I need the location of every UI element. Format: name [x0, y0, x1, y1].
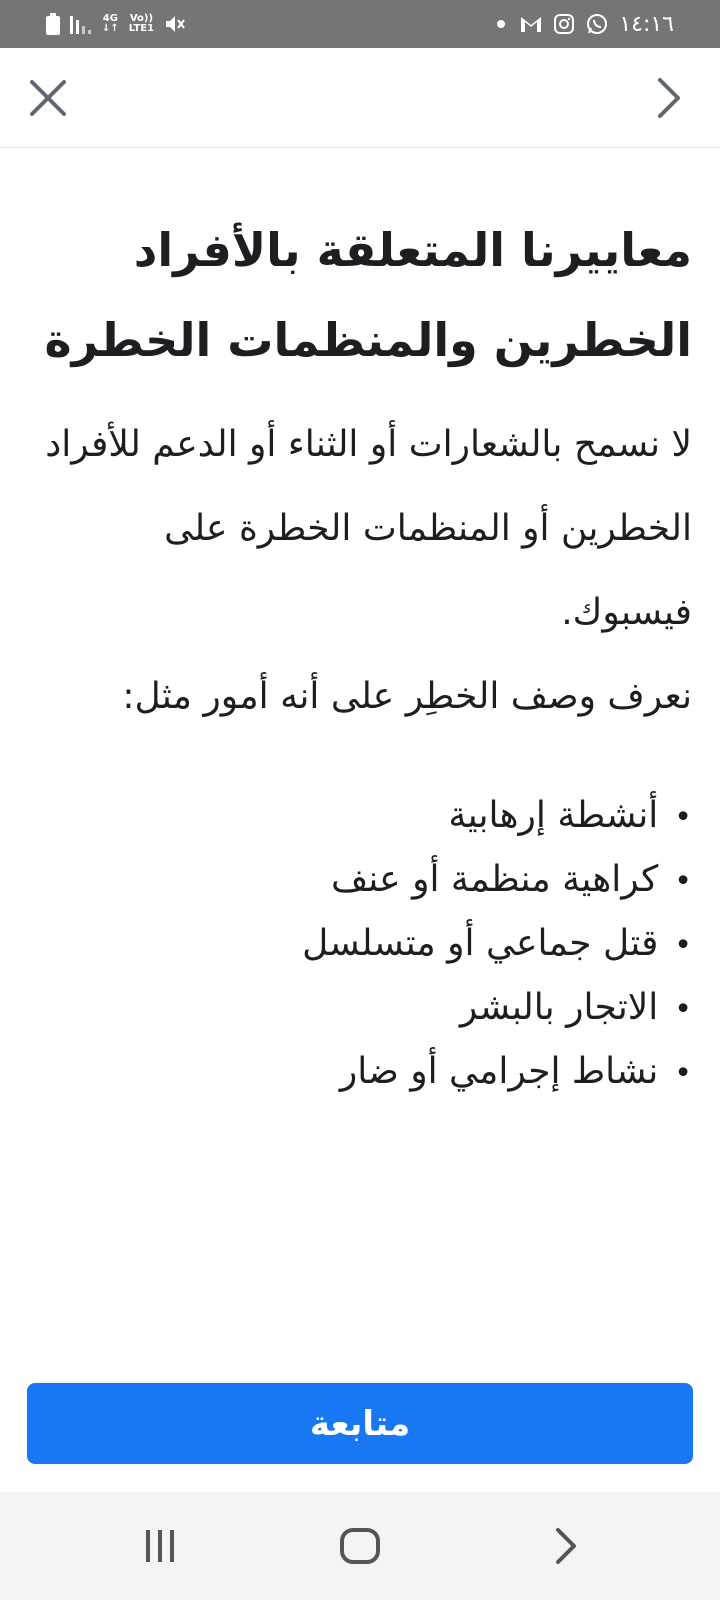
volte-indicator	[129, 14, 154, 34]
danger-list	[40, 785, 692, 1105]
list-item: • قتل جماعي أو متسلسل	[40, 913, 692, 977]
whatsapp-icon	[585, 12, 609, 36]
battery-icon	[46, 13, 60, 35]
instagram-icon	[553, 13, 575, 35]
network-indicator	[102, 14, 119, 34]
recent-apps-icon	[140, 1526, 180, 1566]
list-item: • الاتجار بالبشر	[40, 977, 692, 1041]
status-bar	[0, 0, 720, 48]
list-item: • كراهية منظمة أو عنف	[40, 849, 692, 913]
header-bar	[0, 48, 720, 148]
close-button[interactable]	[26, 76, 70, 120]
policy-paragraph: لا نسمح بالشعارات أو الثناء أو الدعم للأفراد الخطرين أو المنظمات الخطرة على فيسبوك.	[45, 424, 692, 633]
list-item: • أنشطة إرهابية	[40, 785, 692, 849]
recent-apps-button[interactable]	[130, 1516, 190, 1576]
definition-paragraph: نعرف وصف الخطِر على أنه أمور مثل:	[122, 676, 692, 717]
signal-icon	[70, 14, 92, 34]
navigation-bar	[0, 1492, 720, 1600]
home-icon	[338, 1524, 382, 1568]
close-icon	[26, 76, 70, 120]
notification-dot-icon	[497, 20, 505, 28]
status-right	[497, 12, 674, 37]
data-arrows-icon: ↓↑	[102, 23, 119, 34]
gmail-icon	[519, 14, 543, 34]
mute-icon	[164, 13, 186, 35]
network-label: 4G	[102, 13, 118, 24]
back-button[interactable]	[536, 1516, 596, 1576]
status-left	[46, 13, 186, 35]
lte-label: LTE1	[128, 23, 155, 34]
next-button[interactable]	[646, 76, 690, 120]
page-title: معاييرنا المتعلقة بالأفراد الخطرين والمنظمات الخطرة	[44, 223, 692, 367]
chevron-right-icon	[646, 76, 690, 120]
home-button[interactable]	[330, 1516, 390, 1576]
back-icon	[548, 1526, 584, 1566]
volte-label: Vo))	[129, 13, 154, 24]
policy-content	[40, 205, 692, 1105]
status-time: ١٤:١٦	[619, 11, 674, 37]
list-item: • نشاط إجرامي أو ضار	[40, 1041, 692, 1105]
continue-button[interactable]: متابعة	[27, 1383, 693, 1464]
